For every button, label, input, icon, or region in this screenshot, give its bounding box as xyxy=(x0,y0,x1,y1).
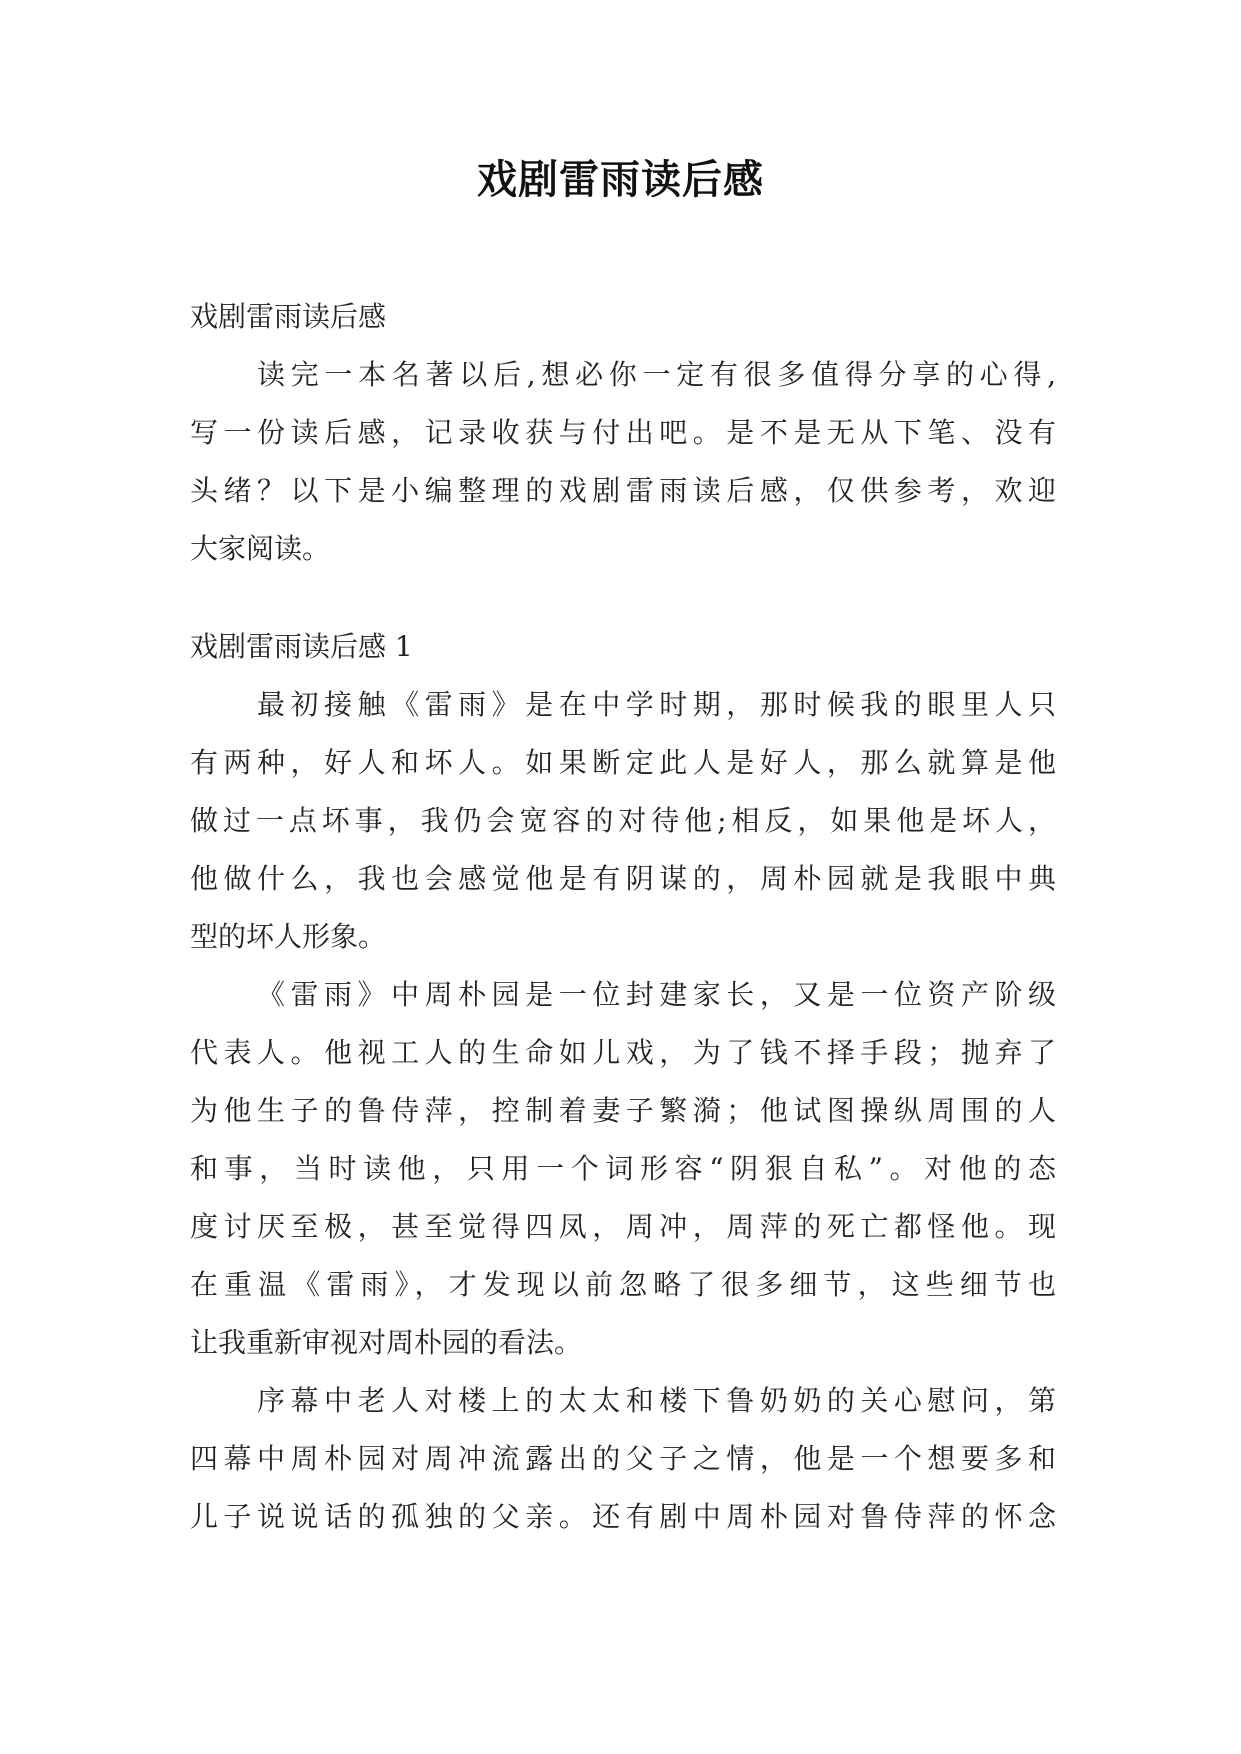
paragraph-line: 在重温《雷雨》，才发现以前忽略了很多细节，这些细节也 xyxy=(190,1268,1056,1301)
paragraph-line: 让我重新审视对周朴园的看法。 xyxy=(190,1326,583,1359)
paragraph-line: 《雷雨》中周朴园是一位封建家长，又是一位资产阶级 xyxy=(257,978,1056,1011)
intro-paragraph xyxy=(190,346,1056,578)
paragraph-1 xyxy=(190,676,1056,966)
intro-line: 写一份读后感，记录收获与付出吧。是不是无从下笔、没有 xyxy=(190,416,1056,449)
paragraph-3 xyxy=(190,1372,1056,1546)
paragraph-line: 做过一点坏事，我仍会宽容的对待他;相反，如果他是坏人， xyxy=(190,804,1056,837)
paragraph-line: 有两种，好人和坏人。如果断定此人是好人，那么就算是他 xyxy=(190,746,1056,779)
section-heading: 戏剧雷雨读后感 1 xyxy=(190,630,413,663)
intro-line: 大家阅读。 xyxy=(190,532,331,565)
intro-line: 读完一本名著以后,想必你一定有很多值得分享的心得, xyxy=(257,358,1056,391)
paragraph-line: 为他生子的鲁侍萍，控制着妻子繁漪；他试图操纵周围的人 xyxy=(190,1094,1056,1127)
paragraph-line: 代表人。他视工人的生命如儿戏，为了钱不择手段；抛弃了 xyxy=(190,1036,1056,1069)
document-body xyxy=(190,288,1056,1546)
paragraph-line: 序幕中老人对楼上的太太和楼下鲁奶奶的关心慰问，第 xyxy=(257,1384,1056,1417)
paragraph-line: 他做什么，我也会感觉他是有阴谋的，周朴园就是我眼中典 xyxy=(190,862,1056,895)
paragraph-line: 最初接触《雷雨》是在中学时期，那时候我的眼里人只 xyxy=(257,688,1056,721)
paragraph-line: 儿子说说话的孤独的父亲。还有剧中周朴园对鲁侍萍的怀念 xyxy=(190,1500,1056,1533)
paragraph-2 xyxy=(190,966,1056,1372)
paragraph-line: 和事，当时读他，只用一个词形容“阴狠自私”。对他的态 xyxy=(190,1152,1056,1185)
intro-line: 头绪？以下是小编整理的戏剧雷雨读后感，仅供参考，欢迎 xyxy=(190,474,1056,507)
document-subtitle: 戏剧雷雨读后感 xyxy=(190,300,387,333)
paragraph-line: 型的坏人形象。 xyxy=(190,920,387,953)
paragraph-line: 度讨厌至极，甚至觉得四凤，周冲，周萍的死亡都怪他。现 xyxy=(190,1210,1056,1243)
section-spacer xyxy=(190,578,1056,618)
paragraph-line: 四幕中周朴园对周冲流露出的父子之情，他是一个想要多和 xyxy=(190,1442,1056,1475)
document-title: 戏剧雷雨读后感 xyxy=(477,156,764,203)
